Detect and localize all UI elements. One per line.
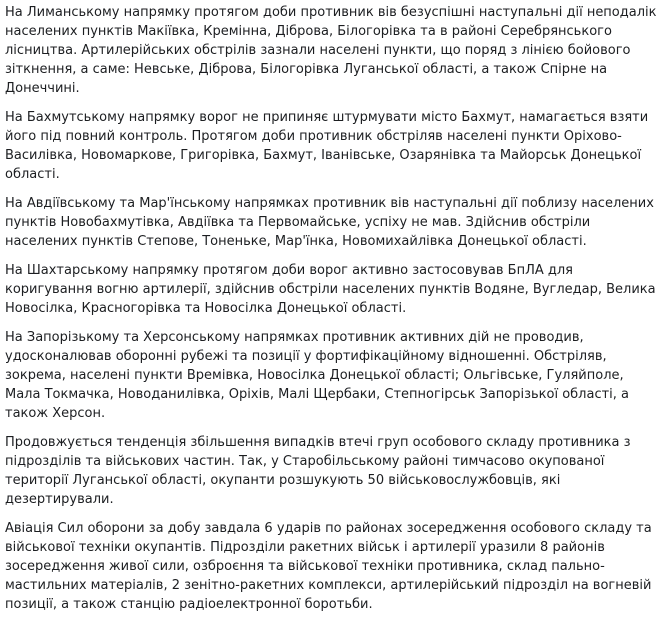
paragraph-aviation-strikes: Авіація Сил оборони за добу завдала 6 ударів по районах зосередження особового складу та військової техніки окупантів. Підрозділи ракетних військ і артилерії уразили 8 районів зосередження живої сили, озброєння та військової техніки противника, склад пально-мастильних матеріалів, 2 зенітно-ракетних комплекси, артилерійський підрозділ на вогневій позиції, а також станцію радіоелектронної боротьби. [5, 521, 652, 612]
paragraph-lyman-direction: На Лиманському напрямку протягом доби противник вів безуспішні наступальні дії неподалік населених пунктів Макіївка, Кремінна, Діброва, Білогорівка та в районі Серебрянського лісництва. Артилерійських обстрілів зазнали населені пункти, що поряд з лінією бойового зіткнення, а саме: Невське, Діброва, Білогорівка Луганської області, а також Спірне на Донеччині. [5, 5, 657, 96]
paragraph-desertion-trend: Продовжується тенденція збільшення випадків втечі груп особового складу противника з підрозділів та військових частин. Так, у Старобільському районі тимчасово окупованої території Луганської області, окупанти розшукують 50 військовослужбовців, які дезертирували. [5, 435, 631, 507]
paragraph-shakhtarsk-direction: На Шахтарському напрямку протягом доби ворог активно застосовував БпЛА для коригування вогню артилерії, здійснив обстріли населених пунктів Водяне, Вугледар, Велика Новосілка, Красногорівка та Новосілка Донецької області. [5, 263, 656, 316]
paragraph-avdiivka-marinka-direction: На Авдіївському та Мар'їнському напрямках противник вів наступальні дії поблизу населених пунктів Новобахмутівка, Авдіївка та Первомайське, успіху не мав. Здійснив обстріли населених пунктів Степове, Тоненьке, Мар'їнка, Новомихайлівка Донецької області. [5, 196, 654, 249]
paragraph-bakhmut-direction: На Бахмутському напрямку ворог не припиняє штурмувати місто Бахмут, намагається взяти його під повний контроль. Протягом доби противник обстріляв населені пункти Оріхово-Василівка, Новомаркове, Григорівка, Бахмут, Іванівське, Озарянівка та Майорськ Донецької області. [5, 110, 649, 182]
paragraph-zaporizhzhia-kherson-direction: На Запорізькому та Херсонському напрямках противник активних дій не проводив, удосконалював оборонні рубежі та позиції у фортифікаційному відношенні. Обстріляв, зокрема, населені пункти Времівка, Новосілка Донецької області; Ольгівське, Гуляйполе, Мала Токмачка, Новоданилівка, Оріхів, Малі Щербаки, Степногірськ Запорізької області, а також Херсон. [5, 330, 630, 421]
